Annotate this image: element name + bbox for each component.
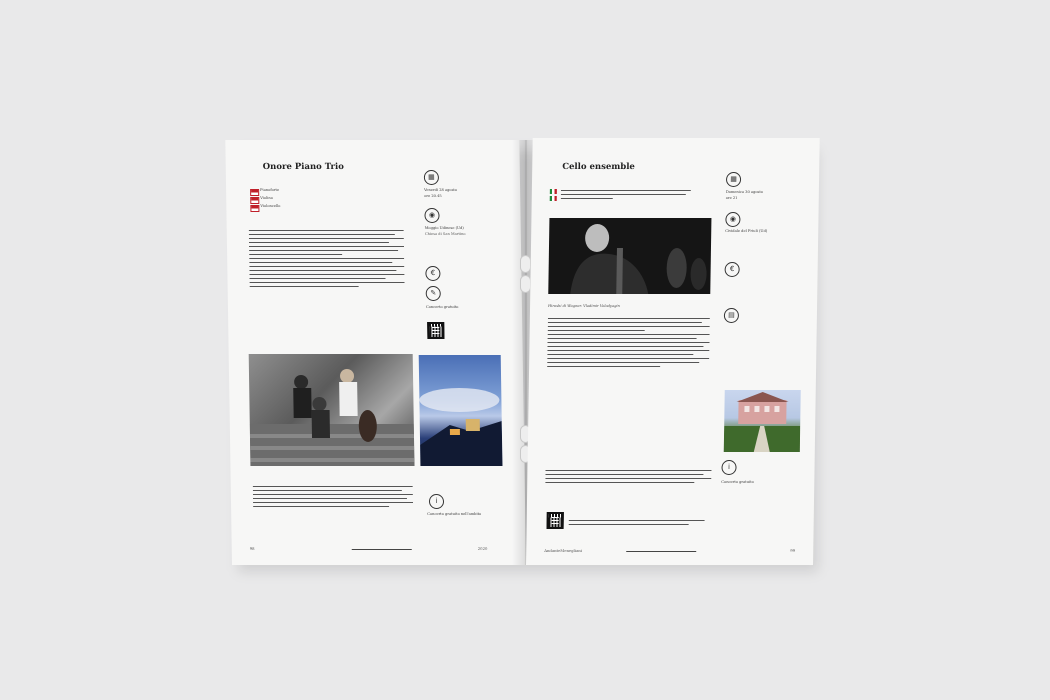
body-text-right	[546, 316, 710, 418]
body-text-lower-right	[545, 468, 712, 502]
flag-icon	[250, 189, 259, 196]
page-number-right: 99	[790, 548, 796, 553]
page-title-right: Cello ensemble	[562, 162, 635, 172]
page-title-left: Onore Piano Trio	[262, 162, 344, 172]
performer: Violino	[260, 196, 273, 200]
castle-photo-art	[419, 355, 503, 466]
calendar-icon: ▦	[424, 170, 439, 185]
footer-rule	[352, 549, 412, 550]
footer-rule	[626, 551, 696, 552]
performer: Pianoforte	[260, 188, 280, 192]
right-page	[526, 138, 820, 565]
event-venue-right: Cividale del Friuli (Ud)	[725, 229, 768, 233]
left-page	[225, 140, 526, 565]
trio-photo-art	[249, 354, 415, 466]
event-date: Venerdì 28 agosto	[424, 188, 458, 192]
binding-ring	[520, 255, 531, 273]
performers-right	[561, 188, 691, 204]
flag-icon	[550, 189, 557, 194]
castle-photo	[419, 355, 503, 466]
ticket-icon: ▤	[724, 308, 739, 323]
flag-icon	[250, 205, 259, 212]
flag-icon	[550, 196, 557, 201]
event-venue: Moggio Udinese (Ud)	[424, 226, 464, 230]
footer-label-right: AndanteMenegliani	[544, 548, 582, 553]
euro-icon: €	[725, 262, 740, 277]
qr-code-icon[interactable]	[547, 512, 564, 529]
info-icon: i	[721, 460, 736, 475]
villa-photo	[724, 390, 801, 452]
cellist-photo	[548, 218, 711, 294]
photo-caption: Hiroshi di Wagner. Vladimir Volodyagin	[548, 304, 620, 308]
location-icon: ◉	[424, 208, 439, 223]
ticket-icon: ✎	[426, 286, 441, 301]
performer: Violoncello	[260, 204, 281, 208]
villa-photo-art	[724, 390, 801, 452]
footer-label-left: 2020	[477, 546, 488, 551]
qr-code-icon[interactable]	[427, 322, 444, 339]
body-text-lower	[253, 484, 414, 524]
info-icon: i	[429, 494, 444, 509]
cellist-photo-art	[548, 218, 711, 294]
body-text	[249, 228, 406, 346]
location-icon: ◉	[725, 212, 740, 227]
calendar-icon: ▦	[726, 172, 741, 187]
event-date-right: Domenica 30 agosto	[725, 190, 764, 194]
flag-icon	[250, 197, 259, 204]
euro-icon: €	[425, 266, 440, 281]
event2-text: Concerto gratuito nell'ambito	[427, 512, 482, 516]
qr-label: Concerto gratuito	[425, 305, 459, 309]
trio-photo	[249, 354, 415, 466]
page-number-left: 98	[249, 546, 255, 551]
event-time-right: ore 21	[725, 196, 738, 200]
event-place: Chiesa di San Martino	[424, 232, 466, 236]
event-time: ore 20.45	[424, 194, 442, 198]
qr-text-right	[569, 518, 705, 532]
qr-label-right: Concerto gratuito	[721, 480, 754, 484]
